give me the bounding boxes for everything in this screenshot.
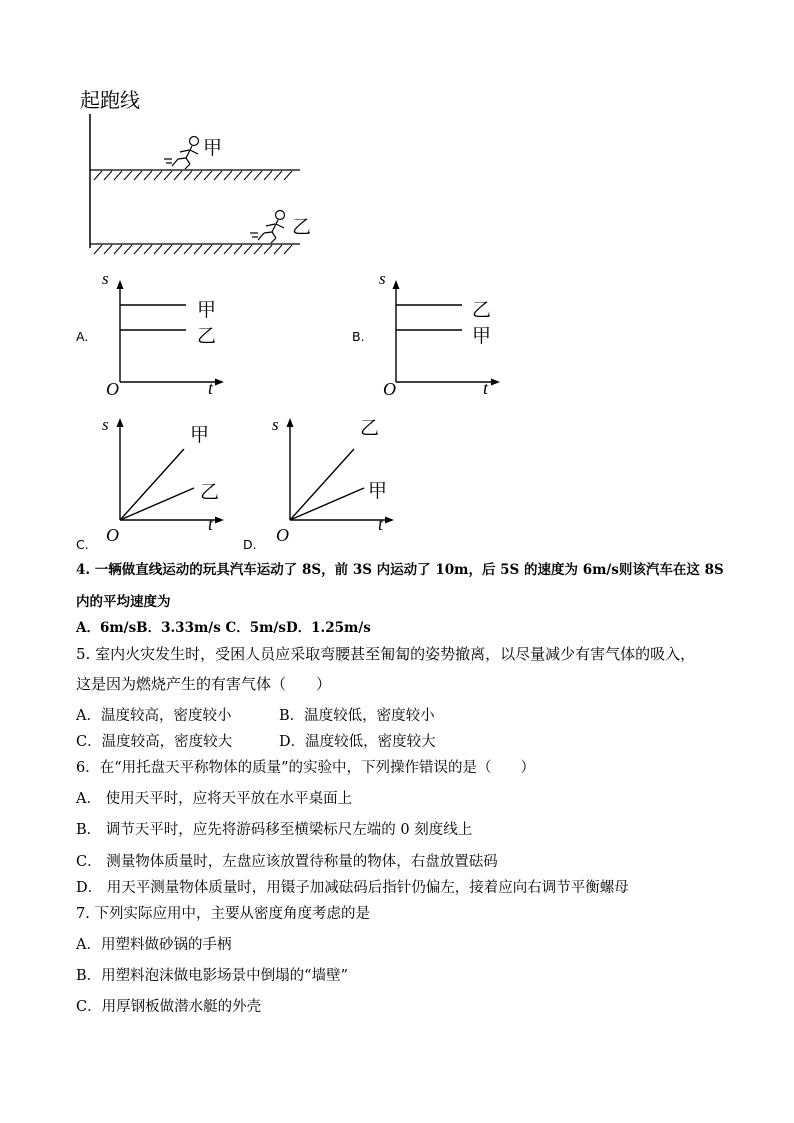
graph-c-label-steep: 甲 — [190, 424, 210, 446]
option-b-letter[interactable]: B. — [352, 329, 365, 344]
q7-option-a[interactable]: A．用塑料做砂锅的手柄 — [76, 937, 232, 953]
runner-yi-icon — [250, 211, 285, 244]
start-line-label: 起跑线 — [80, 88, 140, 112]
graph-b-axis-t: t — [483, 378, 489, 398]
runner-yi-label: 乙 — [292, 216, 312, 238]
graph-a-axis-s: s — [102, 269, 109, 288]
race-track-figure — [80, 110, 400, 260]
graph-c-axis-t: t — [208, 514, 214, 534]
graph-d-axis-s: s — [272, 415, 279, 434]
q5-stem-line1: 5. 室内火灾发生时，受困人员应采取弯腰甚至匍匐的姿势撤离，以尽量减少有害气体的吸入， — [76, 645, 696, 663]
q5-option-d[interactable]: D．温度较低，密度较大 — [279, 734, 436, 750]
graph-c-label-shallow: 乙 — [200, 481, 220, 503]
graph-a-axis-t: t — [208, 378, 214, 398]
graph-b-label-bottom: 甲 — [472, 325, 492, 347]
graph-d-line-steep — [290, 449, 354, 520]
graph-d-label-shallow: 甲 — [368, 480, 388, 502]
graph-a-label-top: 甲 — [197, 299, 217, 321]
q4-stem-line1: 4. 一辆做直线运动的玩具汽车运动了 8S，前 3S 内运动了 10m，后 5S 的速度为 6m/s则该汽车在这 8S — [76, 562, 724, 578]
option-c-letter[interactable]: C. — [76, 537, 89, 552]
q4-options[interactable]: A．6m/sB．3.33m/s C．5m/sD．1.25m/s — [76, 620, 371, 636]
graph-d-label-steep: 乙 — [360, 417, 380, 439]
graph-c-line-steep — [120, 449, 184, 520]
graph-a-origin: O — [106, 379, 119, 399]
q5-stem-line2: 这是因为燃烧产生的有害气体（ ） — [76, 675, 332, 693]
runner-jia-icon — [164, 137, 199, 170]
graph-b-label-top: 乙 — [472, 299, 492, 321]
q5-option-c[interactable]: C．温度较高，密度较大 — [76, 734, 233, 750]
graph-a-label-bottom: 乙 — [197, 325, 217, 347]
q7-option-c[interactable]: C．用厚钢板做潜水艇的外壳 — [76, 999, 262, 1015]
q6-option-a[interactable]: A． 使用天平时，应将天平放在水平桌面上 — [76, 791, 353, 807]
q6-option-c[interactable]: C． 测量物体质量时，左盘应该放置待称量的物体，右盘放置砝码 — [76, 854, 498, 870]
q4-stem-line2: 内的平均速度为 — [76, 594, 171, 610]
q6-stem: 6．在“用托盘天平称物体的质量”的实验中，下列操作错误的是（ ） — [76, 760, 536, 776]
runner-jia-label: 甲 — [203, 137, 223, 159]
option-d-letter[interactable]: D. — [243, 537, 257, 552]
q7-stem: 7. 下列实际应用中，主要从密度角度考虑的是 — [76, 906, 370, 922]
graph-b-axis-s: s — [379, 269, 386, 288]
graph-c-origin: O — [106, 525, 119, 545]
q6-option-d[interactable]: D． 用天平测量物体质量时，用镊子加减砝码后指针仍偏左，接着应向右调节平衡螺母 — [76, 880, 629, 896]
graph-b-origin: O — [383, 379, 396, 399]
graph-c-line-shallow — [120, 488, 194, 520]
option-a-letter[interactable]: A. — [76, 329, 89, 344]
q5-option-a[interactable]: A．温度较高，密度较小 — [76, 708, 232, 724]
graph-c-axis-s: s — [102, 415, 109, 434]
graph-d-line-shallow — [290, 488, 364, 520]
graph-d-origin: O — [276, 525, 289, 545]
graph-d-axis-t: t — [378, 514, 384, 534]
q5-option-b[interactable]: B．温度较低，密度较小 — [279, 708, 435, 724]
q7-option-b[interactable]: B．用塑料泡沫做电影场景中倒塌的“墙壁” — [76, 968, 348, 984]
q6-option-b[interactable]: B． 调节天平时，应先将游码移至横梁标尺左端的 0 刻度线上 — [76, 822, 473, 838]
